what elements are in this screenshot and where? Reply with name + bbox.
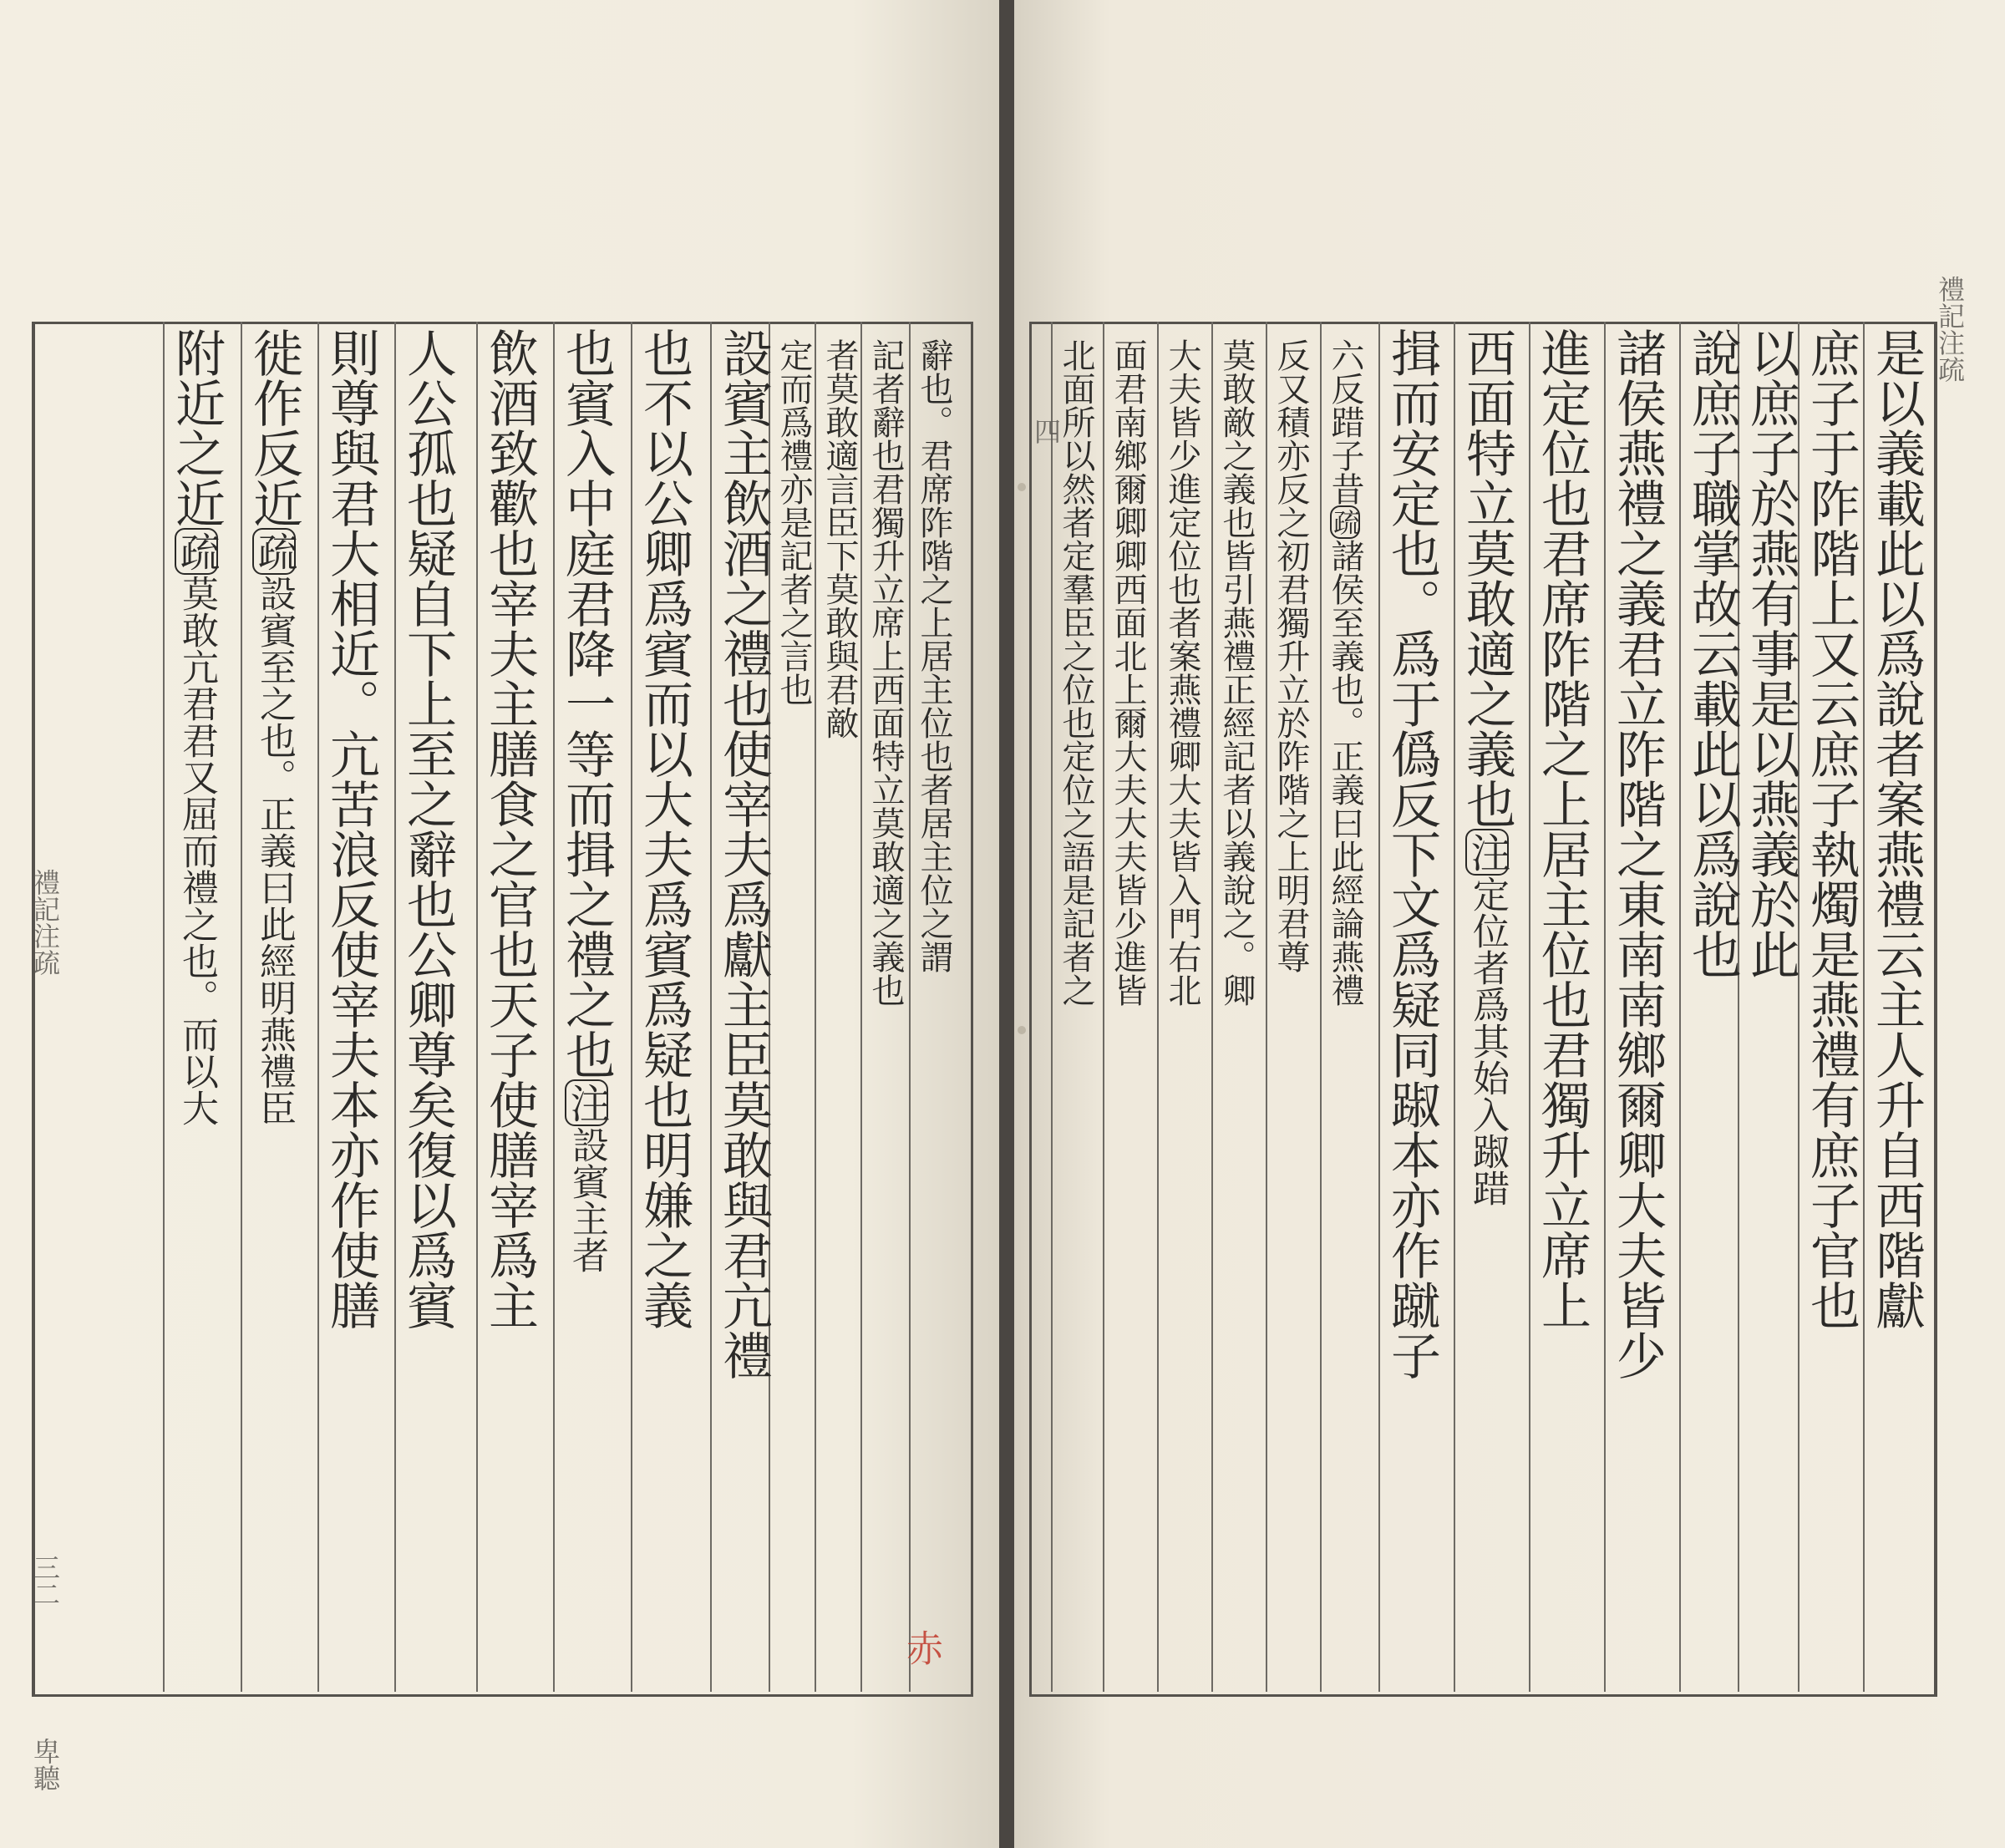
column-rule — [860, 322, 862, 1692]
right-text-column — [1383, 327, 1441, 1380]
binding-thread-hole — [1018, 1026, 1026, 1034]
column-text: 則尊與君大相近。亢苦浪反使宰夫本亦作使膳 — [322, 327, 380, 1330]
commentary-marker: 注 — [1465, 829, 1509, 876]
column-text: 也不以公卿爲賓而以大夫爲賓爲疑也明嫌之義 — [635, 327, 693, 1330]
red-seal-stamp: 赤 — [900, 1629, 942, 1666]
column-text: 說庶子職掌故云載此以爲說也 — [1683, 327, 1742, 979]
right-text-column — [1059, 338, 1093, 1007]
column-rule — [241, 322, 242, 1692]
column-text: 辭也。君席阼階之上居主位也者居主位之謂 — [915, 338, 953, 973]
column-rule — [317, 322, 319, 1692]
right-text-column — [1272, 338, 1310, 973]
binding-thread-hole — [1018, 483, 1026, 491]
left-folio-label: 禮記注疏 — [29, 869, 61, 976]
column-text: 定而爲禮亦是記者之言也 — [774, 338, 813, 706]
right-text-column — [1111, 338, 1145, 1007]
column-text: 北面所以然者定羣臣之位也定位之語是記者之 — [1057, 338, 1095, 1007]
column-text: 六反踖子昔 — [1326, 338, 1364, 505]
column-text: 者莫敢適言臣下莫敢與君敵 — [820, 338, 859, 739]
left-text-column — [820, 338, 859, 739]
book-gutter — [999, 0, 1014, 1848]
column-text: 反又積亦反之初君獨升立於阼階之上明君尊 — [1272, 338, 1310, 973]
right-text-column — [1458, 327, 1516, 1206]
left-text-column — [917, 338, 951, 973]
left-text-column — [635, 327, 693, 1330]
right-text-column — [1217, 338, 1256, 1007]
column-text: 人公孤也疑自下上至之辭也公卿尊矣復以爲賓 — [398, 327, 457, 1330]
column-rule — [1529, 322, 1530, 1692]
column-text: 附近之近 — [167, 327, 226, 528]
column-rule — [815, 322, 816, 1692]
column-text: 飲酒致歡也宰夫主膳食之官也天子使膳宰爲主 — [480, 327, 539, 1330]
column-rule — [1157, 322, 1159, 1692]
left-text-column — [480, 327, 539, 1330]
right-folio-label: 禮記注疏 — [1934, 276, 1966, 383]
column-rule — [631, 322, 632, 1692]
column-rule — [1103, 322, 1104, 1692]
column-rule — [553, 322, 555, 1692]
column-rule — [476, 322, 478, 1692]
column-rule — [1454, 322, 1455, 1692]
column-text: 大夫皆少進定位也者案燕禮卿大夫皆入門右北 — [1163, 338, 1201, 1007]
column-rule — [163, 322, 165, 1692]
column-rule — [1378, 322, 1380, 1692]
column-rule — [394, 322, 396, 1692]
column-text-continued: 設賓主者 — [566, 1126, 608, 1273]
column-text: 莫敢敵之義也皆引燕禮正經記者以義說之。卿 — [1217, 338, 1256, 1007]
right-text-column — [1683, 327, 1742, 979]
column-rule — [710, 322, 712, 1692]
right-text-column — [1165, 338, 1199, 1007]
column-text: 諸侯燕禮之義君立阼階之東南南鄉爾卿大夫皆少 — [1608, 327, 1667, 1380]
column-rule — [1211, 322, 1213, 1692]
column-text: 記者辭也君獨升立席上西面特立莫敢適之義也 — [866, 338, 905, 1007]
column-text: 設賓主飲酒之禮也使宰夫爲獻主臣莫敢與君亢禮 — [714, 327, 773, 1380]
right-text-column — [1328, 338, 1362, 1007]
column-rule — [1051, 322, 1053, 1692]
column-text-continued: 諸侯至義也。正義曰此經論燕禮 — [1326, 539, 1364, 1007]
right-text-column — [1867, 327, 1926, 1330]
left-text-column — [774, 338, 813, 706]
left-text-column — [322, 327, 380, 1330]
column-text: 揖而安定也。爲于僞反下文爲疑同踧本亦作蹴子 — [1383, 327, 1441, 1380]
column-text-continued: 設賓至之也。正義曰此經明燕禮臣 — [253, 575, 296, 1126]
column-rule — [1604, 322, 1606, 1692]
column-text: 面君南鄉爾卿卿西面北上爾大夫大夫皆少進皆 — [1109, 338, 1147, 1007]
column-rule — [1266, 322, 1267, 1692]
right-folio-number: 四 — [1030, 418, 1062, 444]
commentary-marker: 疏 — [175, 528, 218, 575]
column-text-continued: 定位者爲其始入踧踖 — [1466, 876, 1509, 1206]
right-text-column — [1742, 327, 1800, 979]
column-rule — [1679, 322, 1681, 1692]
column-text: 徙作反近 — [245, 327, 303, 528]
left-folio-page-number: 三二 — [29, 1554, 61, 1607]
column-text: 是以義載此以爲說者案燕禮云主人升自西階獻 — [1867, 327, 1926, 1330]
column-text: 西面特立莫敢適之義也 — [1458, 327, 1516, 829]
commentary-marker: 疏 — [1330, 505, 1360, 539]
column-rule — [1320, 322, 1322, 1692]
column-rule — [909, 322, 911, 1692]
column-text: 也賓入中庭君降一等而揖之禮之也 — [557, 327, 616, 1079]
column-text: 以庶子於燕有事是以燕義於此 — [1742, 327, 1800, 979]
left-text-column — [714, 327, 773, 1380]
left-text-column — [557, 327, 616, 1273]
right-text-column — [1802, 327, 1860, 1330]
right-text-column — [1608, 327, 1667, 1380]
column-rule — [1863, 322, 1865, 1692]
column-text: 庶子于阼階上又云庶子執燭是燕禮有庶子官也 — [1802, 327, 1860, 1330]
left-text-column — [245, 327, 303, 1126]
left-text-column — [167, 327, 226, 1126]
commentary-marker: 注 — [565, 1079, 608, 1126]
right-text-column — [1533, 327, 1591, 1330]
left-text-column — [866, 338, 905, 1007]
commentary-marker: 疏 — [252, 528, 296, 575]
left-text-column — [398, 327, 457, 1330]
column-text: 進定位也君席阼階之上居主位也君獨升立席上 — [1533, 327, 1591, 1330]
left-margin-label: 卑聽 — [29, 1738, 61, 1791]
column-text-continued: 莫敢亢君君又屈而禮之也。而以大 — [175, 575, 218, 1126]
